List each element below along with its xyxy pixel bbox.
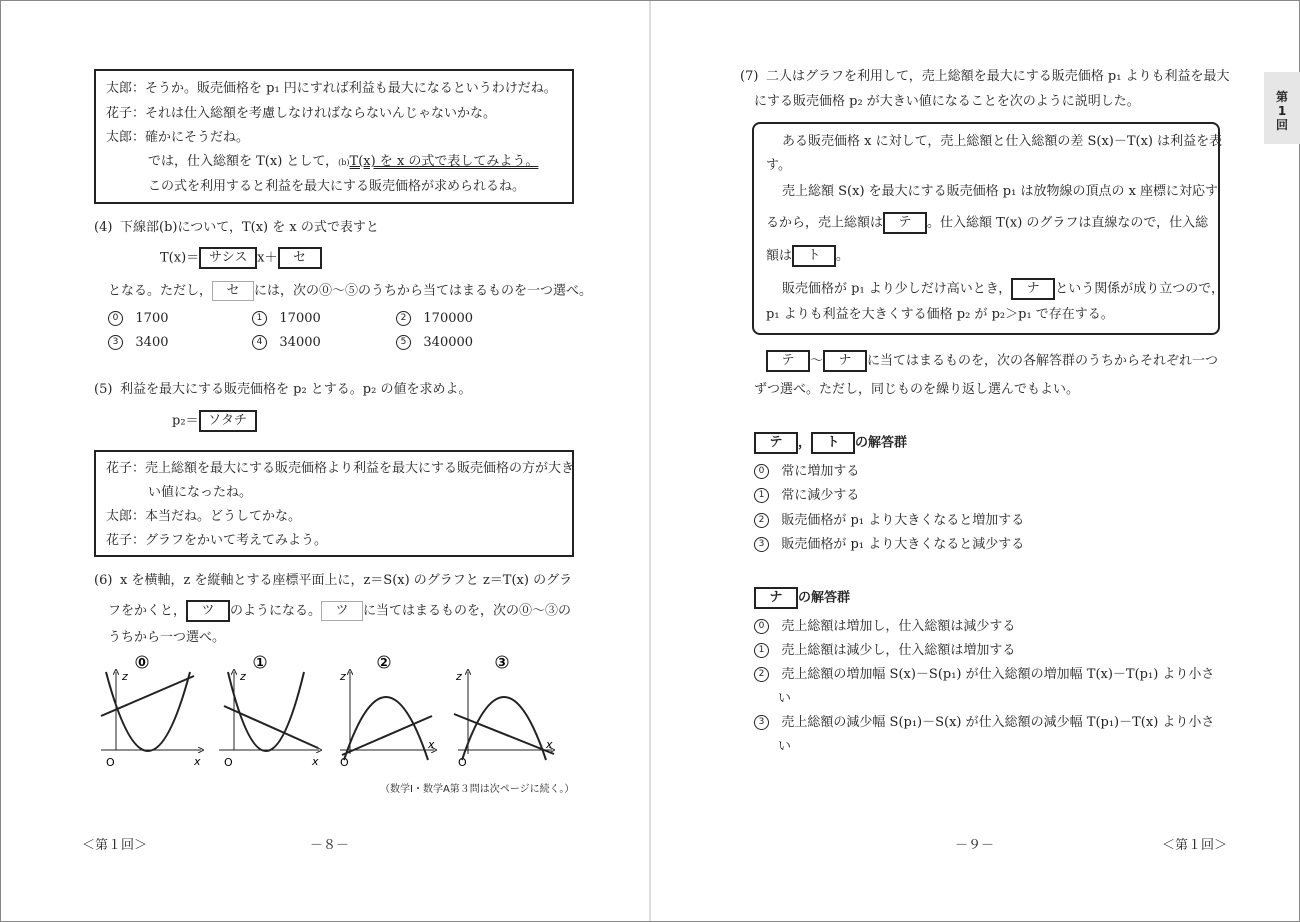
option-text: 常に増加する bbox=[781, 464, 860, 479]
group2-option-3[interactable] bbox=[754, 715, 1214, 731]
group1-box-to: ト bbox=[811, 432, 855, 454]
continue-note: （数学Ⅰ・数学A第３問は次ページに続く。） bbox=[380, 784, 575, 795]
graph-2-marker: 2 bbox=[380, 656, 388, 669]
graph-option-2[interactable] bbox=[339, 656, 435, 769]
q6-line2 bbox=[108, 600, 571, 622]
page-number-left: －８－ bbox=[310, 838, 350, 853]
q4-option-1[interactable] bbox=[252, 311, 321, 327]
explain-line6-b: という関係が成り立つので， bbox=[1055, 281, 1225, 297]
round-tab bbox=[1264, 72, 1300, 144]
option-text: 常に減少する bbox=[781, 488, 860, 503]
q4-eq-left: T(x)＝ bbox=[160, 250, 200, 266]
tilde: ～ bbox=[810, 353, 824, 369]
graph-1-marker: 1 bbox=[256, 656, 264, 669]
q6-number: (6) bbox=[94, 573, 113, 588]
graph-option-0[interactable] bbox=[101, 656, 201, 769]
q4-option-0[interactable] bbox=[108, 311, 169, 327]
q4-option-2[interactable] bbox=[396, 311, 473, 327]
ref-box-te: テ bbox=[766, 350, 810, 372]
dialogue-box-2 bbox=[94, 450, 574, 557]
dialogue2-line4: 花子：グラフをかいて考えてみよう。 bbox=[106, 533, 328, 548]
group2-option-2-cont: い bbox=[778, 691, 792, 706]
q6-line3: うちから一つ選べ。 bbox=[108, 630, 226, 645]
explain-line1: ある販売価格 x に対して，売上総額と仕入総額の差 S(x)－T(x) は利益を表 bbox=[782, 134, 1223, 149]
q7-number: (7) bbox=[740, 69, 759, 84]
group1-option-1[interactable] bbox=[754, 488, 859, 504]
graph-0-origin: O bbox=[106, 756, 115, 769]
option-value: 340000 bbox=[423, 335, 474, 350]
explain-line6-a: 販売価格が p₁ より少しだけ高いとき， bbox=[782, 281, 1012, 297]
group2-option-1[interactable] bbox=[754, 643, 1015, 659]
graph-1-xlabel: x bbox=[312, 755, 319, 768]
graph-3-marker: 3 bbox=[498, 656, 506, 669]
q4-instruction bbox=[108, 281, 592, 301]
q4-choose-b: には，次の⓪〜⑤のうちから当てはまるものを一つ選べ。 bbox=[254, 283, 593, 299]
q6-graphs bbox=[96, 650, 566, 775]
q5-eq-left: p₂＝ bbox=[172, 413, 199, 429]
group2-option-0[interactable] bbox=[754, 619, 1015, 635]
tab-char-3: 回 bbox=[1275, 118, 1288, 132]
q6-line2-c: に当てはまるものを，次の⓪〜③の bbox=[363, 603, 572, 619]
q4-option-4[interactable] bbox=[252, 335, 321, 351]
dialogue1-line1: 太郎：そうか。販売価格を p₁ 円にすれば利益も最大になるというわけだね。 bbox=[106, 81, 557, 96]
explain-line7: p₁ よりも利益を大きくする価格 p₂ が p₂＞p₁ で存在する。 bbox=[766, 307, 1114, 322]
footer-round-right: ＜第１回＞ bbox=[1162, 838, 1228, 853]
q4-option-5[interactable] bbox=[396, 335, 473, 351]
answer-box-te[interactable]: テ bbox=[883, 212, 927, 234]
q4-choose-a: となる。ただし， bbox=[108, 283, 213, 299]
graph-option-3[interactable] bbox=[454, 656, 554, 769]
page-spine bbox=[649, 1, 651, 921]
q6-line2-b: のようになる。 bbox=[230, 603, 322, 619]
group1-box-te: テ bbox=[754, 432, 798, 454]
group1-comma: ， bbox=[798, 435, 812, 451]
group1-title: の解答群 bbox=[855, 435, 908, 451]
group1-option-3[interactable] bbox=[754, 537, 1024, 553]
graph-1-zlabel: z bbox=[240, 670, 246, 683]
option-marker: 2 bbox=[396, 311, 411, 326]
option-text: 売上総額は増加し，仕入総額は減少する bbox=[781, 619, 1016, 634]
option-value: 170000 bbox=[423, 311, 474, 326]
ref-box-na: ナ bbox=[823, 350, 867, 372]
answer-box-na[interactable]: ナ bbox=[1011, 278, 1055, 300]
group2-box-na: ナ bbox=[754, 587, 798, 609]
graph-2-zlabel: z bbox=[340, 670, 346, 683]
graph-3-origin: O bbox=[458, 756, 467, 769]
graph-2-origin: O bbox=[340, 756, 349, 769]
dialogue1-line4-a: では，仕入総額を T(x) として， bbox=[148, 154, 339, 169]
q7-line2: にする販売価格 p₂ が大きい値になることを次のように説明した。 bbox=[754, 94, 1140, 109]
option-marker: 3 bbox=[754, 537, 769, 552]
option-text: 売上総額の減少幅 S(p₁)－S(x) が仕入総額の減少幅 T(p₁)－T(x) より小さ bbox=[781, 715, 1215, 730]
option-marker: 5 bbox=[396, 335, 411, 350]
group2-option-2[interactable] bbox=[754, 667, 1214, 683]
dialogue1-line3: 太郎：確かにそうだね。 bbox=[106, 130, 250, 145]
answer-group-1-heading bbox=[754, 432, 907, 454]
option-marker: 3 bbox=[108, 335, 123, 350]
option-text: 売上総額は減少し，仕入総額は増加する bbox=[781, 643, 1016, 658]
q6-line1: x を横軸，z を縦軸とする座標平面上に，z＝S(x) のグラフと z＝T(x) のグラ bbox=[120, 573, 573, 588]
dialogue2-line1: 花子：売上総額を最大にする販売価格より利益を最大にする販売価格の方が大き bbox=[106, 461, 575, 476]
explain-line5 bbox=[766, 245, 849, 267]
explain-line2: す。 bbox=[766, 158, 791, 173]
underlined-text-b: T(x) を x の式で表してみよう。 bbox=[349, 154, 539, 169]
option-value: 34000 bbox=[279, 335, 321, 350]
answer-box-to[interactable]: ト bbox=[792, 245, 836, 267]
explain-line3: 売上総額 S(x) を最大にする販売価格 p₁ は放物線の頂点の x 座標に対応す bbox=[782, 184, 1219, 199]
explain-line4-a: るから，売上総額は bbox=[766, 215, 884, 231]
option-value: 1700 bbox=[135, 311, 169, 326]
answer-box-sashisu[interactable]: サシス bbox=[199, 247, 257, 269]
q5-number: (5) bbox=[94, 382, 113, 397]
option-marker: 1 bbox=[754, 488, 769, 503]
option-marker: 3 bbox=[754, 715, 769, 730]
answer-box-tsu[interactable]: ツ bbox=[186, 600, 230, 622]
graph-0-marker: 0 bbox=[138, 656, 146, 669]
q4-eq-mid: x＋ bbox=[257, 250, 278, 266]
tab-char-1: 第 bbox=[1275, 90, 1288, 104]
answer-ref-se: セ bbox=[212, 281, 254, 301]
footer-round-left: ＜第１回＞ bbox=[82, 838, 148, 853]
graph-3-xlabel: x bbox=[546, 738, 553, 751]
option-value: 17000 bbox=[279, 311, 321, 326]
answer-box-se[interactable]: セ bbox=[278, 247, 322, 269]
graph-option-1[interactable] bbox=[219, 656, 319, 769]
dialogue1-line4 bbox=[148, 154, 538, 171]
page-number-right: －９－ bbox=[955, 838, 995, 853]
q5-text: 利益を最大にする販売価格を p₂ とする。p₂ の値を求めよ。 bbox=[120, 382, 472, 397]
option-marker: 2 bbox=[754, 513, 769, 528]
instruction-line1 bbox=[766, 350, 1218, 372]
explain-line4-b: 。仕入総額 T(x) のグラフは直線なので，仕入総 bbox=[927, 215, 1209, 231]
answer-ref-tsu: ツ bbox=[321, 601, 363, 621]
dialogue1-line2: 花子：それは仕入総額を考慮しなければならないんじゃないかな。 bbox=[106, 106, 497, 121]
option-marker: 0 bbox=[108, 311, 123, 326]
option-marker: 1 bbox=[754, 643, 769, 658]
graph-0-zlabel: z bbox=[122, 670, 128, 683]
explain-line5-a: 額は bbox=[766, 248, 793, 264]
option-value: 3400 bbox=[135, 335, 169, 350]
instruction-line2: ずつ選べ。ただし，同じものを繰り返し選んでもよい。 bbox=[754, 382, 1080, 397]
q6-line2-a: フをかくと， bbox=[108, 603, 187, 619]
explain-line4 bbox=[766, 212, 1208, 234]
group2-title: の解答群 bbox=[798, 590, 851, 606]
option-marker: 0 bbox=[754, 619, 769, 634]
answer-box-sotachi[interactable]: ソタチ bbox=[199, 410, 257, 432]
q4-option-3[interactable] bbox=[108, 335, 169, 351]
q4-text: 下線部(b)について，T(x) を x の式で表すと bbox=[120, 220, 379, 235]
group1-option-2[interactable] bbox=[754, 513, 1024, 529]
dialogue-box-1 bbox=[94, 69, 574, 204]
option-marker: 4 bbox=[252, 335, 267, 350]
option-marker: 0 bbox=[754, 464, 769, 479]
option-text: 販売価格が p₁ より大きくなると減少する bbox=[781, 537, 1025, 552]
underline-marker-b: (b) bbox=[338, 158, 350, 167]
graph-1-origin: O bbox=[224, 756, 233, 769]
explain-line5-b: 。 bbox=[836, 248, 850, 264]
dialogue2-line2: い値になったね。 bbox=[148, 485, 253, 500]
graph-0-xlabel: x bbox=[194, 755, 201, 768]
q7-line1: 二人はグラフを利用して，売上総額を最大にする販売価格 p₁ よりも利益を最大 bbox=[766, 69, 1230, 84]
option-marker: 2 bbox=[754, 667, 769, 682]
group1-option-0[interactable] bbox=[754, 464, 859, 480]
instruction-text-1: に当てはまるものを，次の各解答群のうちからそれぞれ一つ bbox=[867, 353, 1219, 369]
explain-line6 bbox=[782, 278, 1224, 300]
dialogue2-line3: 太郎：本当だね。どうしてかな。 bbox=[106, 509, 302, 524]
explanation-box bbox=[752, 122, 1225, 335]
option-marker: 1 bbox=[252, 311, 267, 326]
q4-number: (4) bbox=[94, 220, 113, 235]
graph-2-xlabel: x bbox=[428, 738, 435, 751]
answer-group-2-heading bbox=[754, 587, 850, 609]
option-text: 売上総額の増加幅 S(x)－S(p₁) が仕入総額の増加幅 T(x)－T(p₁) より小さ bbox=[781, 667, 1215, 682]
graph-3-zlabel: z bbox=[456, 670, 462, 683]
tab-char-2: 1 bbox=[1277, 104, 1287, 118]
q5-equation bbox=[172, 410, 257, 432]
group2-option-3-cont: い bbox=[778, 739, 792, 754]
option-text: 販売価格が p₁ より大きくなると増加する bbox=[781, 513, 1025, 528]
q4-equation bbox=[160, 247, 322, 269]
dialogue1-line5: この式を利用すると利益を最大にする販売価格が求められるね。 bbox=[148, 179, 526, 194]
